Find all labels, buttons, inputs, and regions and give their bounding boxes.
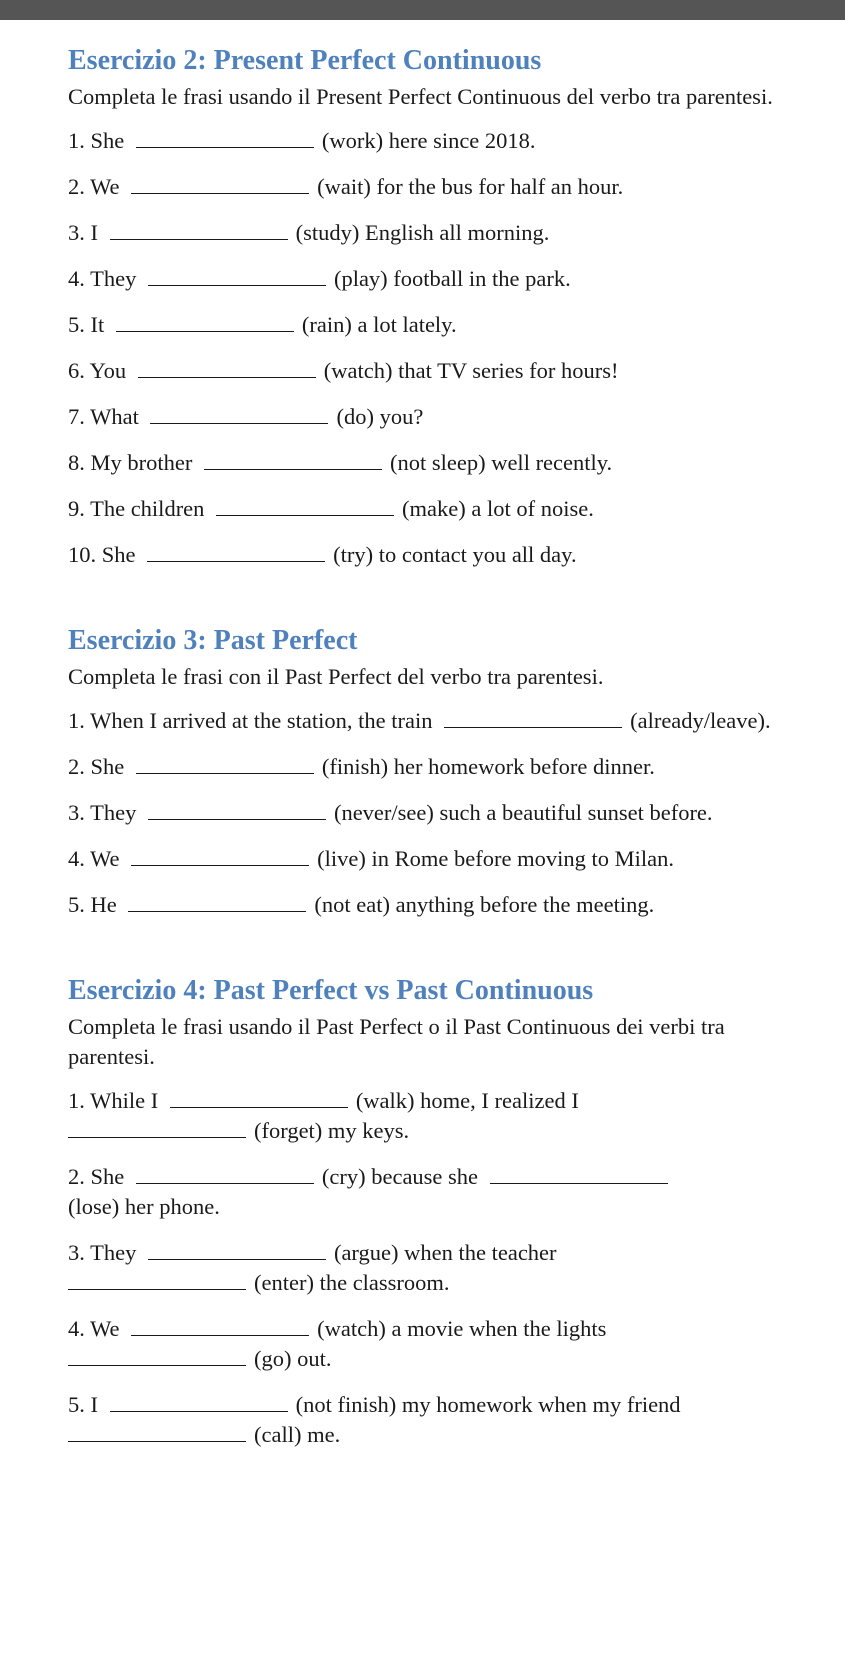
- item-prefix: 1. While I: [68, 1088, 159, 1113]
- item-prefix: 8. My brother: [68, 450, 193, 475]
- item-suffix: (lose) her phone.: [68, 1194, 220, 1219]
- answer-blank[interactable]: [110, 1390, 288, 1412]
- answer-blank[interactable]: [136, 126, 314, 148]
- answer-blank[interactable]: [138, 356, 316, 378]
- item-middle: (argue) when the teacher: [333, 1240, 557, 1265]
- answer-blank[interactable]: [116, 310, 294, 332]
- answer-blank[interactable]: [131, 172, 309, 194]
- answer-blank[interactable]: [131, 1314, 309, 1336]
- exercise-3-item-2: [68, 752, 773, 782]
- item-suffix: (live) in Rome before moving to Milan.: [317, 846, 674, 871]
- exercise-4-instruction: Completa le frasi usando il Past Perfect o il Past Continuous dei verbi tra parentesi.: [68, 1014, 725, 1069]
- exercise-3: [68, 624, 773, 920]
- exercise-2-item-5: [68, 310, 773, 340]
- item-suffix: (make) a lot of noise.: [402, 496, 594, 521]
- item-prefix: 4. They: [68, 266, 137, 291]
- item-suffix: (work) here since 2018.: [321, 128, 536, 153]
- answer-blank[interactable]: [131, 844, 309, 866]
- item-suffix: (watch) that TV series for hours!: [323, 358, 619, 383]
- exercise-2-item-9: [68, 494, 773, 524]
- answer-blank[interactable]: [128, 890, 306, 912]
- exercise-2-item-10: [68, 540, 773, 570]
- exercise-2-item-1: [68, 126, 773, 156]
- answer-blank[interactable]: [136, 752, 314, 774]
- exercise-2-item-2: [68, 172, 773, 202]
- answer-blank[interactable]: [147, 540, 325, 562]
- exercise-3-title: Esercizio 3: Past Perfect: [68, 625, 358, 656]
- item-prefix: 2. She: [68, 754, 125, 779]
- answer-blank[interactable]: [148, 1238, 326, 1260]
- exercise-2-title: Esercizio 2: Present Perfect Continuous: [68, 45, 542, 76]
- item-prefix: 9. The children: [68, 496, 205, 521]
- item-prefix: 1. She: [68, 128, 125, 153]
- item-prefix: 3. They: [68, 1240, 137, 1265]
- item-suffix: (study) English all morning.: [295, 220, 550, 245]
- item-prefix: 7. What: [68, 404, 139, 429]
- item-suffix: (never/see) such a beautiful sunset before.: [333, 800, 713, 825]
- answer-blank[interactable]: [170, 1086, 348, 1108]
- exercise-4-item-3: [68, 1238, 773, 1298]
- item-middle: (cry) because she: [321, 1164, 479, 1189]
- exercise-4-item-5: [68, 1390, 773, 1450]
- item-prefix: 2. We: [68, 174, 120, 199]
- item-middle: (watch) a movie when the lights: [317, 1316, 607, 1341]
- exercise-4: [68, 974, 773, 1450]
- item-prefix: 10. She: [68, 542, 136, 567]
- item-middle: (walk) home, I realized I: [355, 1088, 579, 1113]
- item-suffix: (call) me.: [254, 1422, 341, 1447]
- answer-blank[interactable]: [136, 1162, 314, 1184]
- answer-blank[interactable]: [68, 1344, 246, 1366]
- item-prefix: 4. We: [68, 846, 120, 871]
- exercise-3-item-4: [68, 844, 773, 874]
- item-suffix: (try) to contact you all day.: [333, 542, 577, 567]
- item-prefix: 5. It: [68, 312, 105, 337]
- exercise-3-item-1: [68, 706, 773, 736]
- top-bar: [0, 0, 845, 20]
- item-prefix: 3. They: [68, 800, 137, 825]
- answer-blank[interactable]: [148, 264, 326, 286]
- exercise-2-item-6: [68, 356, 773, 386]
- answer-blank[interactable]: [68, 1116, 246, 1138]
- item-prefix: 1. When I arrived at the station, the train: [68, 708, 433, 733]
- exercise-4-title: Esercizio 4: Past Perfect vs Past Continuous: [68, 975, 594, 1006]
- answer-blank[interactable]: [204, 448, 382, 470]
- item-suffix: (already/leave).: [630, 708, 771, 733]
- exercise-2-item-4: [68, 264, 773, 294]
- item-prefix: 6. You: [68, 358, 127, 383]
- exercise-2-item-3: [68, 218, 773, 248]
- answer-blank[interactable]: [444, 706, 622, 728]
- answer-blank[interactable]: [110, 218, 288, 240]
- exercise-3-item-3: [68, 798, 773, 828]
- item-suffix: (not sleep) well recently.: [389, 450, 613, 475]
- item-prefix: 2. She: [68, 1164, 125, 1189]
- exercise-4-item-4: [68, 1314, 773, 1374]
- worksheet: [68, 44, 773, 1504]
- item-suffix: (enter) the classroom.: [254, 1270, 450, 1295]
- item-prefix: 3. I: [68, 220, 98, 245]
- item-prefix: 5. He: [68, 892, 117, 917]
- exercise-3-instruction: Completa le frasi con il Past Perfect del verbo tra parentesi.: [68, 664, 604, 689]
- item-suffix: (finish) her homework before dinner.: [321, 754, 655, 779]
- exercise-2-item-7: [68, 402, 773, 432]
- item-suffix: (rain) a lot lately.: [301, 312, 457, 337]
- exercise-2: [68, 44, 773, 570]
- exercise-2-instruction: Completa le frasi usando il Present Perfect Continuous del verbo tra parentesi.: [68, 84, 773, 109]
- item-suffix: (play) football in the park.: [333, 266, 571, 291]
- item-prefix: 4. We: [68, 1316, 120, 1341]
- answer-blank[interactable]: [150, 402, 328, 424]
- item-suffix: (not eat) anything before the meeting.: [314, 892, 655, 917]
- exercise-3-item-5: [68, 890, 773, 920]
- item-suffix: (go) out.: [254, 1346, 332, 1371]
- item-suffix: (do) you?: [336, 404, 424, 429]
- answer-blank[interactable]: [68, 1420, 246, 1442]
- item-prefix: 5. I: [68, 1392, 98, 1417]
- answer-blank[interactable]: [216, 494, 394, 516]
- item-suffix: (wait) for the bus for half an hour.: [317, 174, 624, 199]
- exercise-2-item-8: [68, 448, 773, 478]
- answer-blank[interactable]: [68, 1268, 246, 1290]
- exercise-4-item-2: [68, 1162, 773, 1222]
- answer-blank[interactable]: [148, 798, 326, 820]
- exercise-4-item-1: [68, 1086, 773, 1146]
- item-suffix: (forget) my keys.: [254, 1118, 410, 1143]
- answer-blank[interactable]: [490, 1162, 668, 1184]
- item-middle: (not finish) my homework when my friend: [295, 1392, 681, 1417]
